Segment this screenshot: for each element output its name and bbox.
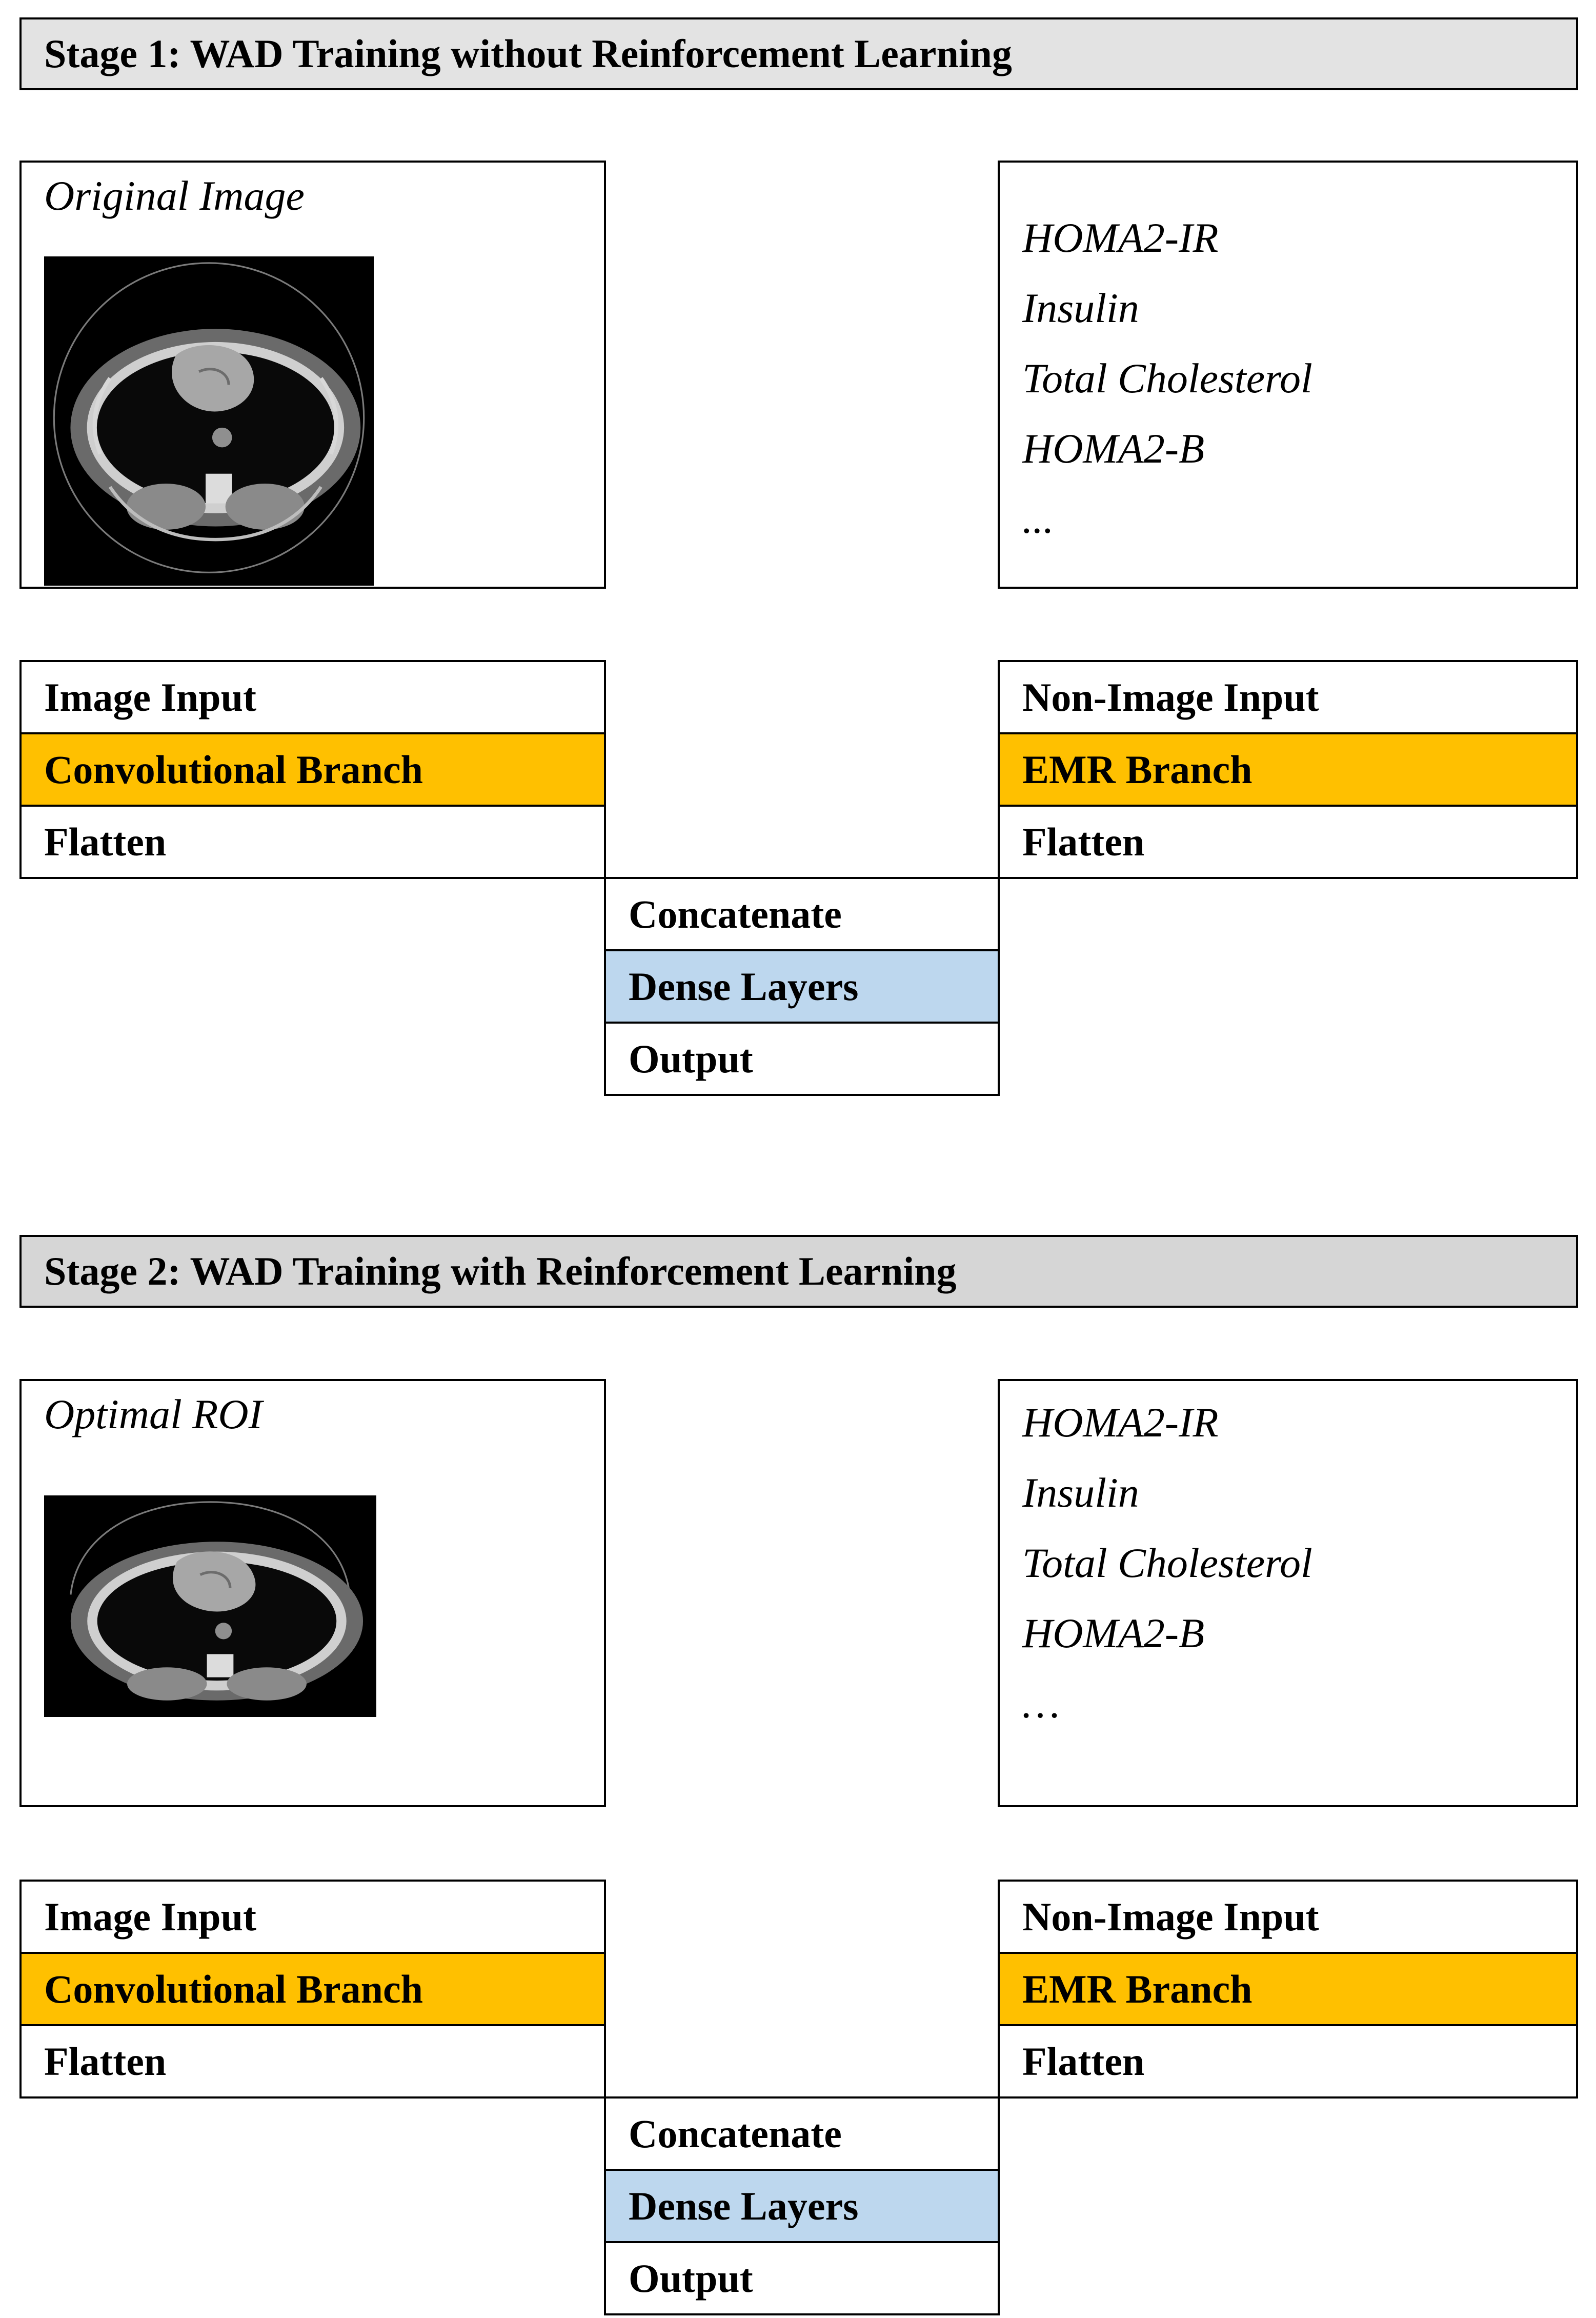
- stage2-concatenate: [604, 2096, 1000, 2171]
- variable-homa2-b: HOMA2-B: [1022, 1610, 1205, 1656]
- stage1-non-image-input: [998, 660, 1578, 734]
- dense-layers-label: Dense Layers: [629, 2183, 859, 2228]
- flatten-label: Flatten: [44, 819, 167, 864]
- image-input-label: Image Input: [44, 674, 256, 720]
- stage1-variables-list: [1022, 203, 1312, 554]
- emr-branch-label: EMR Branch: [1022, 1966, 1252, 2011]
- stage2-right-flatten: [998, 2024, 1578, 2099]
- stage2-title: Stage 2: WAD Training with Reinforcement Learning: [44, 1249, 957, 1293]
- non-image-input-label: Non-Image Input: [1022, 1894, 1319, 1939]
- stage1-output: [604, 1022, 1000, 1096]
- variable-insulin: Insulin: [1022, 1469, 1139, 1516]
- image-input-label: Image Input: [44, 1894, 256, 1939]
- variable-homa2-b: HOMA2-B: [1022, 425, 1205, 472]
- stage2-header: [19, 1235, 1578, 1308]
- variable-ellipsis: …: [1022, 1680, 1060, 1727]
- emr-branch-label: EMR Branch: [1022, 747, 1252, 792]
- non-image-input-label: Non-Image Input: [1022, 674, 1319, 720]
- ct-scan-thorax-image: [44, 256, 374, 586]
- stage1-dense-layers: [604, 949, 1000, 1024]
- dense-layers-label: Dense Layers: [629, 964, 859, 1009]
- stage2-convolutional-branch: [19, 1952, 606, 2026]
- concatenate-label: Concatenate: [629, 2111, 842, 2156]
- variable-total-cholesterol: Total Cholesterol: [1022, 1540, 1312, 1586]
- stage1-left-flatten: [19, 805, 606, 879]
- stage2-image-input: [19, 1880, 606, 1954]
- variable-total-cholesterol: Total Cholesterol: [1022, 355, 1312, 402]
- flatten-label: Flatten: [1022, 2039, 1145, 2084]
- stage2-variables-list: [1022, 1387, 1312, 1738]
- variable-insulin: Insulin: [1022, 285, 1139, 331]
- convolutional-branch-label: Convolutional Branch: [44, 1966, 423, 2011]
- stage1-right-flatten: [998, 805, 1578, 879]
- stage1-header: [19, 17, 1578, 90]
- output-label: Output: [629, 1036, 753, 1081]
- stage2-left-flatten: [19, 2024, 606, 2099]
- stage2-non-image-input: [998, 1880, 1578, 1954]
- variable-homa2-ir: HOMA2-IR: [1022, 1399, 1219, 1446]
- output-label: Output: [629, 2255, 753, 2301]
- concatenate-label: Concatenate: [629, 891, 842, 936]
- stage1-concatenate: [604, 877, 1000, 951]
- stage1-image-caption: Original Image: [44, 172, 305, 219]
- variable-homa2-ir: HOMA2-IR: [1022, 214, 1219, 261]
- stage1-title: Stage 1: WAD Training without Reinforcement Learning: [44, 31, 1012, 76]
- ct-scan-roi-image: [44, 1495, 376, 1717]
- stage2-image-caption: Optimal ROI: [44, 1391, 262, 1437]
- stage1-emr-branch: [998, 732, 1578, 807]
- stage1-convolutional-branch: [19, 732, 606, 807]
- flatten-label: Flatten: [44, 2039, 167, 2084]
- stage2-emr-branch: [998, 1952, 1578, 2026]
- stage2-dense-layers: [604, 2169, 1000, 2243]
- flatten-label: Flatten: [1022, 819, 1145, 864]
- stage1-image-input: [19, 660, 606, 734]
- variable-ellipsis: ...: [1022, 495, 1054, 542]
- convolutional-branch-label: Convolutional Branch: [44, 747, 423, 792]
- stage2-output: [604, 2241, 1000, 2315]
